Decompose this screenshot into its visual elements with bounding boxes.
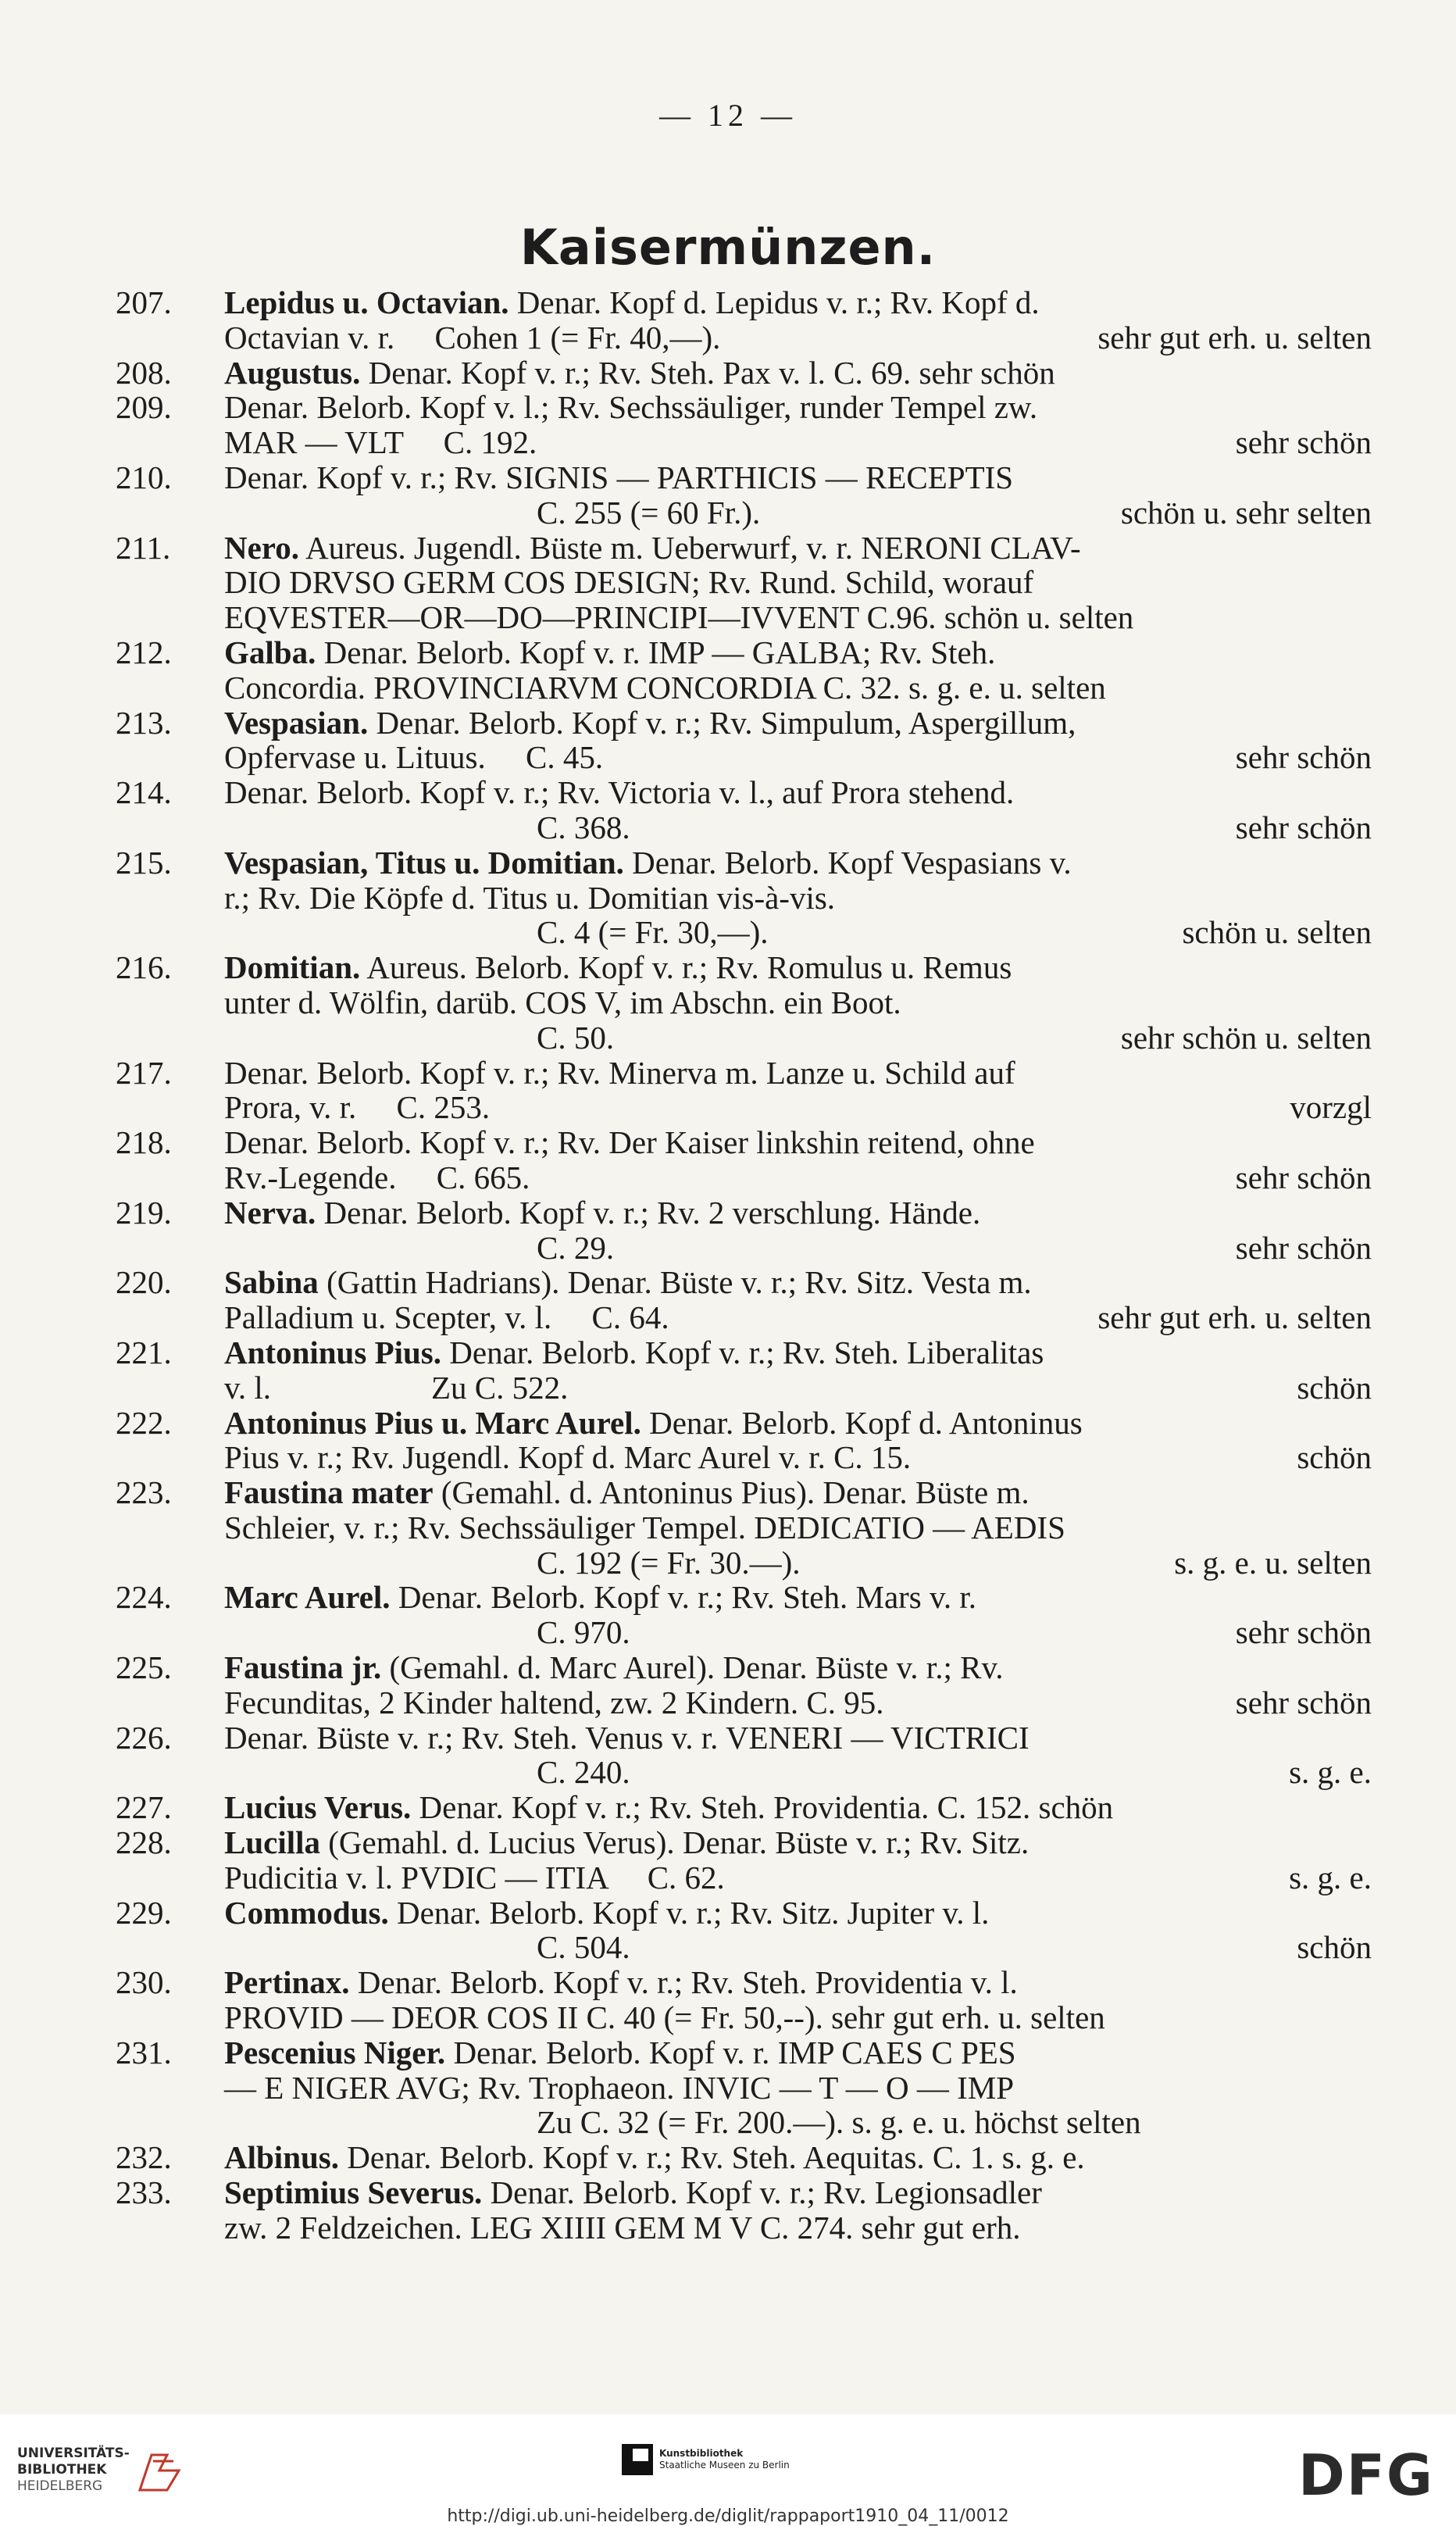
ruler-name: Augustus. — [224, 354, 361, 391]
entry-line — [116, 531, 1372, 566]
entry-condition: s. g. e. — [1289, 1754, 1372, 1791]
entry-number: 216. — [116, 949, 172, 986]
entry-line — [116, 775, 1372, 810]
entry-number: 229. — [116, 1894, 172, 1931]
entry-line — [116, 670, 1372, 706]
entry-line — [116, 915, 1372, 950]
entry-text: Denar. Belorb. Kopf v. r.; Rv. Der Kaiser linkshin reitend, ohne — [224, 1124, 1035, 1161]
entry-number: 226. — [116, 1719, 172, 1756]
ruler-name: Albinus. — [224, 2139, 340, 2176]
entry-number: 212. — [116, 634, 172, 670]
entry-line — [116, 985, 1372, 1020]
catalog-entry — [116, 706, 1372, 776]
university-library-logo[interactable] — [17, 2446, 191, 2495]
entry-text: PROVID — DEOR COS II C. 40 (= Fr. 50,--). sehr gut erh. u. selten — [224, 1999, 1105, 2036]
ruler-name: Domitian. — [224, 949, 361, 986]
uni-line-2: BIBLIOTHEK — [17, 2462, 107, 2478]
entry-condition: schön — [1297, 1369, 1372, 1406]
entry-text: Denar. Belorb. Kopf d. Antoninus — [641, 1404, 1083, 1441]
catalog-entry — [116, 1720, 1372, 1791]
entry-line — [116, 1790, 1372, 1825]
entry-line — [116, 2070, 1372, 2106]
entry-number: 215. — [116, 844, 172, 881]
entry-text: Denar. Belorb. Kopf v. r. IMP CAES C PES — [445, 2034, 1016, 2070]
entry-line — [116, 845, 1372, 881]
entry-text: Denar. Büste v. r.; Rv. Steh. Venus v. r. VENERI — VICTRICI — [224, 1719, 1030, 1756]
entry-line — [116, 1406, 1372, 1441]
entry-text: (Gattin Hadrians). Denar. Büste v. r.; Rv. Sitz. Vesta m. — [318, 1264, 1032, 1301]
entry-text: EQVESTER—OR—DO—PRINCIPI—IVVENT C.96. schön u. selten — [224, 599, 1134, 636]
section-title: Kaisermünzen. — [519, 219, 937, 276]
catalog-entry — [116, 1580, 1372, 1650]
entry-condition: schön — [1297, 1439, 1372, 1476]
entry-condition: sehr gut erh. u. selten — [1097, 319, 1372, 355]
entry-line — [116, 1090, 1372, 1125]
entry-condition: sehr gut erh. u. selten — [1097, 1299, 1372, 1336]
entry-number: 220. — [116, 1264, 172, 1301]
entry-number: 208. — [116, 354, 172, 391]
entry-condition: sehr schön — [1235, 1229, 1372, 1266]
entry-text: Denar. Belorb. Kopf v. r. IMP — GALBA; Rv. Steh. — [316, 634, 996, 670]
entry-text: Denar. Belorb. Kopf Vespasians v. — [623, 844, 1072, 881]
entry-number: 217. — [116, 1054, 172, 1091]
entry-text: C. 368. — [537, 809, 630, 845]
entry-text: Concordia. PROVINCIARVM CONCORDIA C. 32. s. g. e. u. selten — [224, 669, 1106, 706]
ruler-name: Vespasian. — [224, 704, 369, 741]
entry-line — [116, 1650, 1372, 1685]
entry-text: unter d. Wölfin, darüb. COS V, im Abschn. ein Boot. — [224, 984, 901, 1020]
entry-number: 223. — [116, 1474, 172, 1511]
entry-text: (Gemahl. d. Lucius Verus). Denar. Büste v. r.; Rv. Sitz. — [320, 1824, 1030, 1861]
entry-text: C. 255 (= 60 Fr.). — [537, 494, 761, 531]
catalog-entry — [116, 1650, 1372, 1720]
ruler-name: Vespasian, Titus u. Domitian. — [224, 844, 624, 881]
entry-line — [116, 1720, 1372, 1756]
entry-line — [116, 1020, 1372, 1056]
entry-condition: sehr schön u. selten — [1120, 1019, 1372, 1056]
catalog-entry — [116, 460, 1372, 531]
entry-condition: schön — [1297, 1929, 1372, 1966]
entry-text: Prora, v. r. C. 253. — [224, 1089, 491, 1126]
entry-text: Aureus. Jugendl. Büste m. Ueberwurf, v. r. NERONI CLAV- — [299, 529, 1081, 566]
kunstbibliothek-logo[interactable] — [622, 2444, 790, 2475]
kunstbibliothek-icon — [622, 2444, 653, 2475]
entry-text: DIO DRVSO GERM COS DESIGN; Rv. Rund. Schild, worauf — [224, 564, 1034, 601]
entry-text: v. l. Zu C. 522. — [224, 1369, 569, 1406]
entry-text: Denar. Kopf v. r.; Rv. Steh. Providentia. C. 152. schön — [411, 1789, 1114, 1826]
entry-number: 233. — [116, 2174, 172, 2211]
entry-line — [116, 810, 1372, 845]
entry-line — [116, 1895, 1372, 1931]
ruler-name: Septimius Severus. — [224, 2174, 483, 2211]
entry-text: Denar. Belorb. Kopf v. l.; Rv. Sechssäuliger, runder Tempel zw. — [224, 389, 1038, 426]
entry-line — [116, 1300, 1372, 1335]
catalog-entry — [116, 1265, 1372, 1335]
dfg-logo[interactable]: DFG — [1297, 2442, 1434, 2508]
entry-line — [116, 881, 1372, 916]
entry-text: (Gemahl. d. Antoninus Pius). Denar. Büste m. — [433, 1474, 1030, 1511]
entry-condition: schön u. selten — [1182, 914, 1372, 951]
entry-line — [116, 1440, 1372, 1475]
entry-line — [116, 1125, 1372, 1160]
entry-number: 218. — [116, 1124, 172, 1161]
entry-text: Pius v. r.; Rv. Jugendl. Kopf d. Marc Aurel v. r. C. 15. — [224, 1439, 912, 1476]
entry-line — [116, 706, 1372, 741]
entry-number: 213. — [116, 704, 172, 741]
entry-text: Denar. Belorb. Kopf v. r.; Rv. Steh. Liberalitas — [441, 1334, 1044, 1370]
kb-line-1: Kunstbibliothek — [659, 2448, 744, 2459]
catalog-entry — [116, 845, 1372, 950]
entry-number: 227. — [116, 1789, 172, 1826]
ruler-name: Marc Aurel. — [224, 1579, 391, 1616]
ruler-name: Commodus. — [224, 1894, 389, 1931]
entry-text: C. 504. — [537, 1929, 630, 1966]
entry-condition: schön u. sehr selten — [1120, 494, 1372, 531]
catalog-entry — [116, 1895, 1372, 1966]
entry-line — [116, 1265, 1372, 1300]
entry-text: Denar. Belorb. Kopf v. r.; Rv. Minerva m. Lanze u. Schild auf — [224, 1054, 1015, 1091]
entry-line — [116, 320, 1372, 355]
catalog-entry — [116, 2175, 1372, 2246]
entry-number: 231. — [116, 2034, 172, 2070]
entry-text: C. 970. — [537, 1614, 630, 1651]
entry-line — [116, 635, 1372, 670]
entry-line — [116, 1685, 1372, 1720]
entry-number: 221. — [116, 1334, 172, 1370]
entry-text: Denar. Belorb. Kopf v. r.; Rv. Legionsadler — [482, 2174, 1042, 2211]
entry-line — [116, 1370, 1372, 1406]
entry-line — [116, 495, 1372, 531]
catalog-entry — [116, 1790, 1372, 1825]
catalog-entry — [116, 1475, 1372, 1580]
entry-text: Denar. Kopf v. r.; Rv. Steh. Pax v. l. C. 69. sehr schön — [360, 354, 1055, 391]
entry-text: Denar. Belorb. Kopf v. r.; Rv. Steh. Providentia v. l. — [349, 1964, 1018, 2001]
entry-number: 209. — [116, 389, 172, 426]
entry-number: 224. — [116, 1579, 172, 1616]
entry-condition: sehr schön — [1235, 424, 1372, 461]
catalog-entry — [116, 1406, 1372, 1476]
catalog-entry — [116, 390, 1372, 460]
entry-text: Schleier, v. r.; Rv. Sechssäuliger Tempel. DEDICATIO — AEDIS — [224, 1509, 1065, 1545]
entry-line — [116, 600, 1372, 635]
catalog-entry — [116, 1125, 1372, 1195]
entry-condition: sehr schön — [1235, 739, 1372, 776]
catalog-entry — [116, 2140, 1372, 2175]
page-number: — 12 — — [659, 98, 797, 133]
catalog-entry — [116, 1965, 1372, 2035]
entry-text: Denar. Belorb. Kopf v. r.; Rv. Victoria v. l., auf Prora stehend. — [224, 774, 1015, 811]
ruler-name: Pescenius Niger. — [224, 2034, 446, 2070]
entry-line — [116, 1755, 1372, 1790]
entry-text: Octavian v. r. Cohen 1 (= Fr. 40,—). — [224, 319, 721, 355]
entry-number: 210. — [116, 459, 172, 495]
ruler-name: Nerva. — [224, 1194, 316, 1231]
entry-line — [116, 425, 1372, 460]
entry-condition: s. g. e. u. selten — [1174, 1544, 1372, 1581]
catalog-entry — [116, 285, 1372, 355]
entry-number: 207. — [116, 284, 172, 320]
entry-text: Denar. Belorb. Kopf v. r.; Rv. 2 verschlung. Hände. — [316, 1194, 981, 1231]
entry-text: Denar. Belorb. Kopf v. r.; Rv. Simpulum, Aspergillum, — [368, 704, 1076, 741]
ruler-name: Pertinax. — [224, 1964, 350, 2001]
library-emblem-icon — [136, 2447, 191, 2494]
catalog-entry — [116, 355, 1372, 391]
entry-condition: vorzgl — [1290, 1089, 1372, 1126]
catalog-entry — [116, 950, 1372, 1055]
catalog-entry — [116, 1825, 1372, 1895]
entry-line — [116, 1195, 1372, 1231]
entry-text: C. 29. — [537, 1229, 615, 1266]
ruler-name: Lucilla — [224, 1824, 321, 1861]
catalog-entry — [116, 531, 1372, 635]
entry-text: MAR — VLT C. 192. — [224, 424, 537, 461]
entry-line — [116, 285, 1372, 320]
entry-line — [116, 1335, 1372, 1370]
catalog-entry — [116, 635, 1372, 706]
entry-text: Denar. Belorb. Kopf v. r.; Rv. Steh. Aequitas. C. 1. s. g. e. — [339, 2139, 1085, 2176]
uni-line-3: HEIDELBERG — [17, 2478, 103, 2494]
entry-line — [116, 1860, 1372, 1895]
entry-text: Denar. Kopf v. r.; Rv. SIGNIS — PARTHICIS — RECEPTIS — [224, 459, 1014, 495]
entry-line — [116, 1475, 1372, 1510]
entry-condition: sehr schön — [1235, 1614, 1372, 1651]
entry-text: Opfervase u. Lituus. C. 45. — [224, 739, 604, 776]
entry-line — [116, 1615, 1372, 1650]
uni-line-1: UNIVERSITÄTS- — [17, 2446, 130, 2461]
catalog-entries — [116, 285, 1372, 2246]
ruler-name: Faustina jr. — [224, 1649, 382, 1686]
ruler-name: Galba. — [224, 634, 316, 670]
entry-text: Fecunditas, 2 Kinder haltend, zw. 2 Kindern. C. 95. — [224, 1684, 884, 1720]
entry-text: Denar. Belorb. Kopf v. r.; Rv. Sitz. Jupiter v. l. — [388, 1894, 990, 1931]
entry-line — [116, 1825, 1372, 1860]
entry-text: Aureus. Belorb. Kopf v. r.; Rv. Romulus u. Remus — [360, 949, 1012, 986]
entry-line — [116, 390, 1372, 425]
entry-text: C. 192 (= Fr. 30.—). — [537, 1544, 801, 1581]
entry-text: Zu C. 32 (= Fr. 200.—). s. g. e. u. höchst selten — [537, 2104, 1141, 2141]
permalink-url[interactable]: http://digi.ub.uni-heidelberg.de/diglit/rappaport1910_04_11/0012 — [447, 2506, 1009, 2526]
entry-line — [116, 2140, 1372, 2175]
entry-text: Palladium u. Scepter, v. l. C. 64. — [224, 1299, 669, 1336]
ruler-name: Lepidus u. Octavian. — [224, 284, 509, 320]
entry-condition: sehr schön — [1235, 1159, 1372, 1195]
entry-line — [116, 565, 1372, 600]
kb-line-2: Staatliche Museen zu Berlin — [659, 2460, 790, 2471]
entry-line — [116, 1056, 1372, 1091]
entry-line — [116, 1160, 1372, 1195]
entry-line — [116, 2035, 1372, 2070]
ruler-name: Lucius Verus. — [224, 1789, 412, 1826]
entry-text: C. 240. — [537, 1754, 630, 1791]
entry-line — [116, 1545, 1372, 1581]
entry-condition: s. g. e. — [1289, 1859, 1372, 1895]
entry-line — [116, 1965, 1372, 2000]
catalog-entry — [116, 1056, 1372, 1126]
entry-number: 219. — [116, 1194, 172, 1231]
entry-number: 230. — [116, 1964, 172, 2001]
entry-text: Pudicitia v. l. PVDIC — ITIA C. 62. — [224, 1859, 725, 1895]
catalog-entry — [116, 2035, 1372, 2140]
entry-line — [116, 2210, 1372, 2246]
ruler-name: Sabina — [224, 1264, 319, 1301]
entry-number: 232. — [116, 2139, 172, 2176]
entry-line — [116, 1580, 1372, 1615]
entry-text: Denar. Belorb. Kopf v. r.; Rv. Steh. Mars v. r. — [390, 1579, 976, 1616]
ruler-name: Antoninus Pius. — [224, 1334, 442, 1370]
entry-line — [116, 460, 1372, 495]
entry-text: C. 4 (= Fr. 30,—). — [537, 914, 769, 951]
footer-bar — [0, 2414, 1456, 2526]
entry-text: Rv.-Legende. C. 665. — [224, 1159, 530, 1195]
entry-line — [116, 355, 1372, 391]
ruler-name: Faustina mater — [224, 1474, 434, 1511]
entry-text: Denar. Kopf d. Lepidus v. r.; Rv. Kopf d. — [509, 284, 1040, 320]
entry-line — [116, 1930, 1372, 1965]
ruler-name: Nero. — [224, 529, 300, 566]
entry-line — [116, 950, 1372, 985]
entry-line — [116, 1231, 1372, 1266]
entry-text: — E NIGER AVG; Rv. Trophaeon. INVIC — T — O — IMP — [224, 2069, 1015, 2106]
catalog-entry — [116, 1195, 1372, 1266]
entry-condition: sehr schön — [1235, 809, 1372, 845]
entry-number: 222. — [116, 1404, 172, 1441]
entry-line — [116, 2000, 1372, 2035]
entry-number: 211. — [116, 529, 171, 566]
entry-text: C. 50. — [537, 1019, 615, 1056]
entry-number: 228. — [116, 1824, 172, 1861]
catalog-entry — [116, 1335, 1372, 1406]
entry-text: r.; Rv. Die Köpfe d. Titus u. Domitian vis-à-vis. — [224, 879, 836, 916]
entry-line — [116, 2105, 1372, 2140]
entry-text: (Gemahl. d. Marc Aurel). Denar. Büste v. r.; Rv. — [381, 1649, 1004, 1686]
entry-line — [116, 2175, 1372, 2210]
catalog-entry — [116, 775, 1372, 845]
entry-number: 225. — [116, 1649, 172, 1686]
entry-text: zw. 2 Feldzeichen. LEG XIIII GEM M V C. 274. sehr gut erh. — [224, 2209, 1021, 2246]
entry-line — [116, 740, 1372, 775]
entry-condition: sehr schön — [1235, 1684, 1372, 1720]
ruler-name: Antoninus Pius u. Marc Aurel. — [224, 1404, 641, 1441]
entry-number: 214. — [116, 774, 172, 811]
entry-line — [116, 1510, 1372, 1545]
